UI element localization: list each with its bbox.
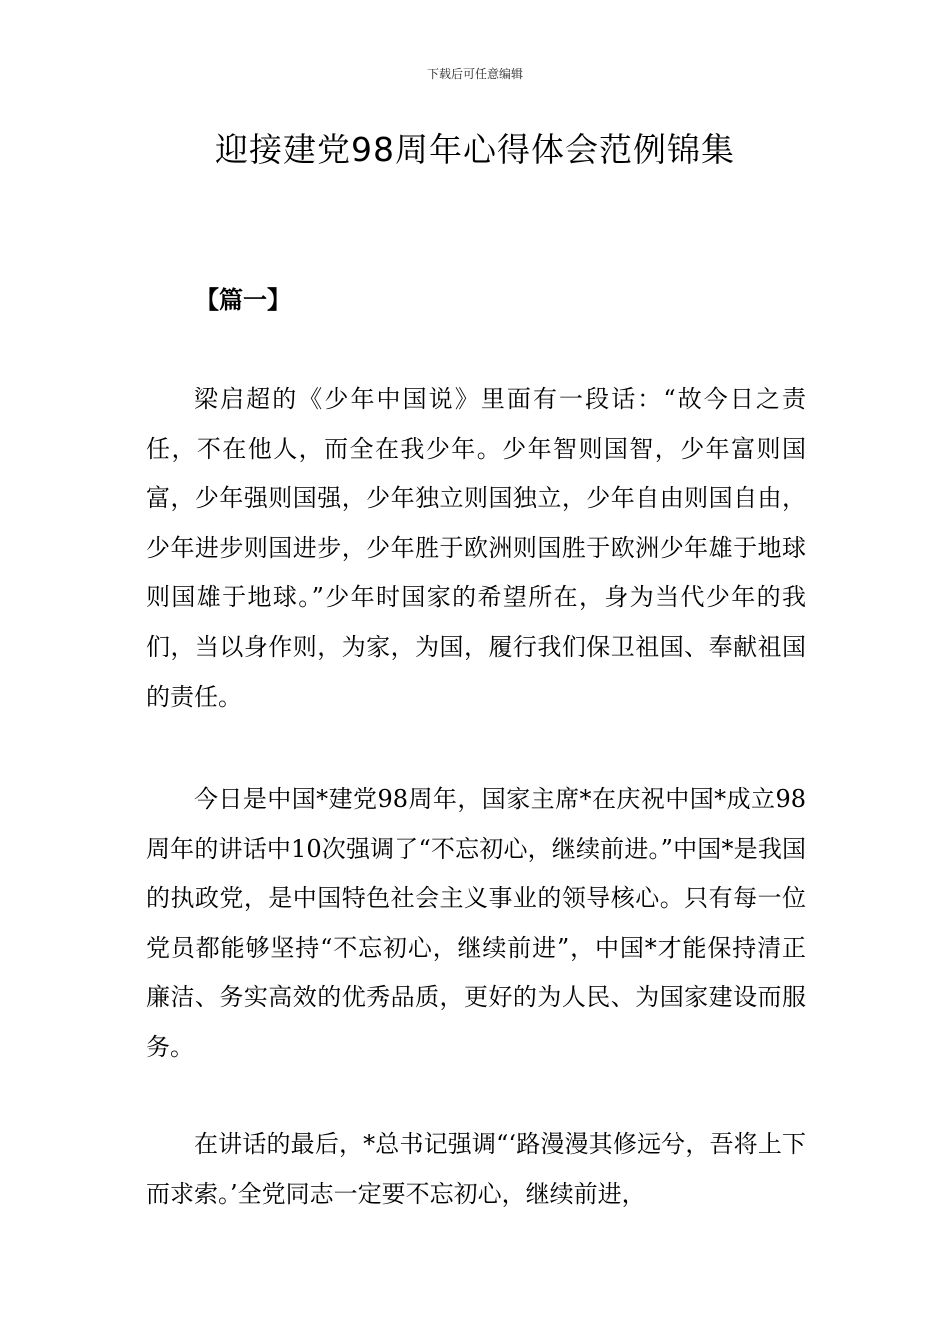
section-heading: 【篇一】 xyxy=(195,285,291,314)
paragraph-2: 今日是中国*建党98周年，国家主席*在庆祝中国*成立98周年的讲话中10次强调了“不忘初心，继续前进。”中国*是我国的执政党，是中国特色社会主义事业的领导核心。只有每一位党员都能够坚持“不忘初心，继续前进”，中国*才能保持清正廉洁、务实高效的优秀品质，更好的为人民、为国家建设而服务。 xyxy=(146,785,806,1061)
paragraph-1: 梁启超的《少年中国说》里面有一段话：“故今日之责任，不在他人，而全在我少年。少年智则国智，少年富则国富，少年强则国强，少年独立则国独立，少年自由则国自由，少年进步则国进步，少年胜于欧洲则国胜于欧洲少年雄于地球则国雄于地球。”少年时国家的希望所在，身为当代少年的我们，当以身作则，为家，为国，履行我们保卫祖国、奉献祖国的责任。 xyxy=(146,385,806,711)
header-note: 下载后可任意编辑 xyxy=(426,67,523,81)
paragraph-3: 在讲话的最后，*总书记强调“‘路漫漫其修远兮，吾将上下而求索。’全党同志一定要不忘初心，继续前进， xyxy=(146,1130,806,1208)
document-title: 迎接建党98周年心得体会范例锦集 xyxy=(215,130,735,169)
